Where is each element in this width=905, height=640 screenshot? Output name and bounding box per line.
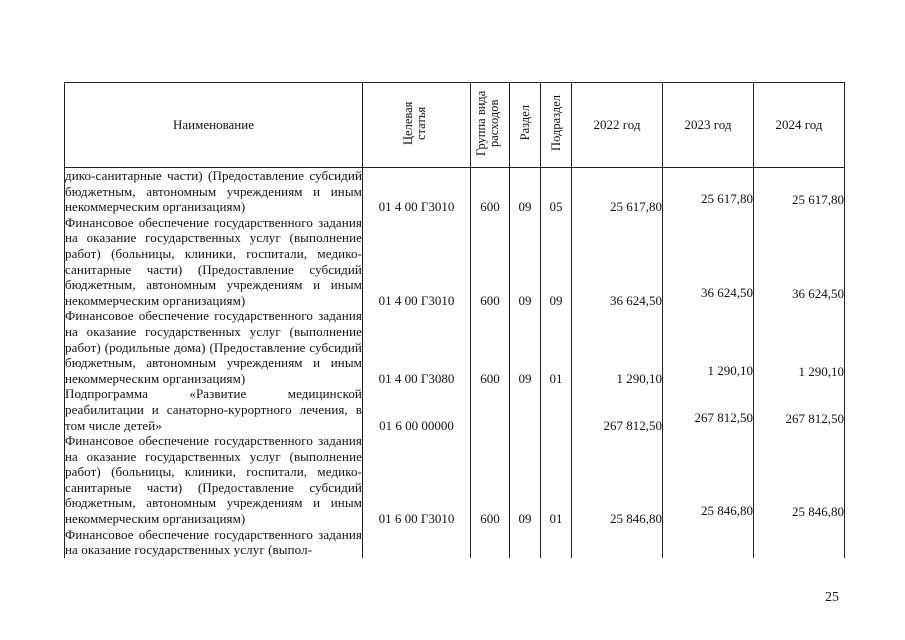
cell-group xyxy=(471,527,510,558)
cell-group: 600 xyxy=(471,168,510,215)
header-2022: 2022 год xyxy=(572,83,663,168)
cell-subsection xyxy=(541,527,572,558)
cell-name: Финансовое обеспечение государственного задания на оказание государственных услуг (выполнение работ) (больницы, клиники, госпитали, медико-санитарные части) (Предоставление субсидий бюджетным, автономным учреждениям и иным некоммерческим организациям) xyxy=(65,433,362,527)
cell-target: 01 6 00 Г3010 xyxy=(363,433,471,527)
cell-section: 09 xyxy=(510,168,541,215)
cell-name: дико-санитарные части) (Предоставление субсидий бюджетным, автономным учреждениям и иным некоммерческим организациям) xyxy=(65,168,362,215)
cell-subsection xyxy=(541,386,572,433)
cell-y2023: 267 812,50 xyxy=(663,386,754,433)
cell-subsection: 09 xyxy=(541,215,572,309)
cell-target: 01 4 00 Г3080 xyxy=(363,308,471,386)
header-group xyxy=(471,83,510,168)
cell-section xyxy=(510,386,541,433)
cell-y2023: 25 846,80 xyxy=(663,433,754,527)
cell-target: 01 4 00 Г3010 xyxy=(363,215,471,309)
cell-target: 01 6 00 00000 xyxy=(363,386,471,433)
cell-y2022: 1 290,10 xyxy=(572,308,663,386)
cell-name: Подпрограмма «Развитие медицинской реабилитации и санаторно-курортного лечения, в том числе детей» xyxy=(65,386,362,433)
cell-section xyxy=(510,527,541,558)
cell-subsection: 05 xyxy=(541,168,572,215)
cell-section: 09 xyxy=(510,215,541,309)
header-group-label: Группа вида расходов xyxy=(474,90,501,156)
budget-table xyxy=(64,82,845,558)
header-name: Наименование xyxy=(65,83,363,168)
table-row xyxy=(65,168,845,215)
cell-group: 600 xyxy=(471,433,510,527)
cell-y2022: 36 624,50 xyxy=(572,215,663,309)
cell-subsection: 01 xyxy=(541,308,572,386)
cell-name: Финансовое обеспечение государственного задания на оказание государственных услуг (выполнение работ) (больницы, клиники, госпитали, медико-санитарные части) (Предоставление субсидий бюджетным, автономным учреждениям и иным некоммерческим организациям) xyxy=(65,214,362,308)
cell-group: 600 xyxy=(471,308,510,386)
cell-target: 01 4 00 Г3010 xyxy=(363,168,471,215)
header-subsection-label: Подраздел xyxy=(548,95,563,151)
cell-y2023: 1 290,10 xyxy=(663,308,754,386)
cell-y2024 xyxy=(754,527,845,558)
cell-section: 09 xyxy=(510,433,541,527)
cell-y2022 xyxy=(572,527,663,558)
cell-y2024: 1 290,10 xyxy=(754,308,845,386)
table-row xyxy=(65,386,845,433)
header-section xyxy=(510,83,541,168)
cell-y2023: 25 617,80 xyxy=(663,168,754,215)
cell-y2024: 25 846,80 xyxy=(754,433,845,527)
cell-y2023 xyxy=(663,527,754,558)
cell-y2022: 25 617,80 xyxy=(572,168,663,215)
table-row xyxy=(65,433,845,527)
cell-group: 600 xyxy=(471,215,510,309)
table-row xyxy=(65,527,845,558)
header-target-label: Целевая статья xyxy=(400,101,428,145)
page-number: 25 xyxy=(825,590,839,605)
table-row xyxy=(65,308,845,386)
table-row xyxy=(65,215,845,309)
header-target xyxy=(363,83,471,168)
cell-section: 09 xyxy=(510,308,541,386)
cell-y2024: 267 812,50 xyxy=(754,386,845,433)
table-header-row xyxy=(65,83,845,168)
header-subsection xyxy=(541,83,572,168)
cell-y2022: 267 812,50 xyxy=(572,386,663,433)
cell-name: Финансовое обеспечение государственного задания на оказание государственных услуг (выпол- xyxy=(65,526,362,558)
cell-subsection: 01 xyxy=(541,433,572,527)
cell-target xyxy=(363,527,471,558)
cell-name: Финансовое обеспечение государственного задания на оказание государственных услуг (выполнение работ) (родильные дома) (Предоставление субсидий бюджетным, автономным учреждениям и иным некоммерческим организациям) xyxy=(65,308,362,386)
header-section-label: Раздел xyxy=(517,105,532,141)
cell-y2022: 25 846,80 xyxy=(572,433,663,527)
header-2024: 2024 год xyxy=(754,83,845,168)
cell-group xyxy=(471,386,510,433)
cell-y2024: 36 624,50 xyxy=(754,215,845,309)
header-2023: 2023 год xyxy=(663,83,754,168)
cell-y2023: 36 624,50 xyxy=(663,215,754,309)
table-body xyxy=(65,168,845,558)
cell-y2024: 25 617,80 xyxy=(754,168,845,215)
